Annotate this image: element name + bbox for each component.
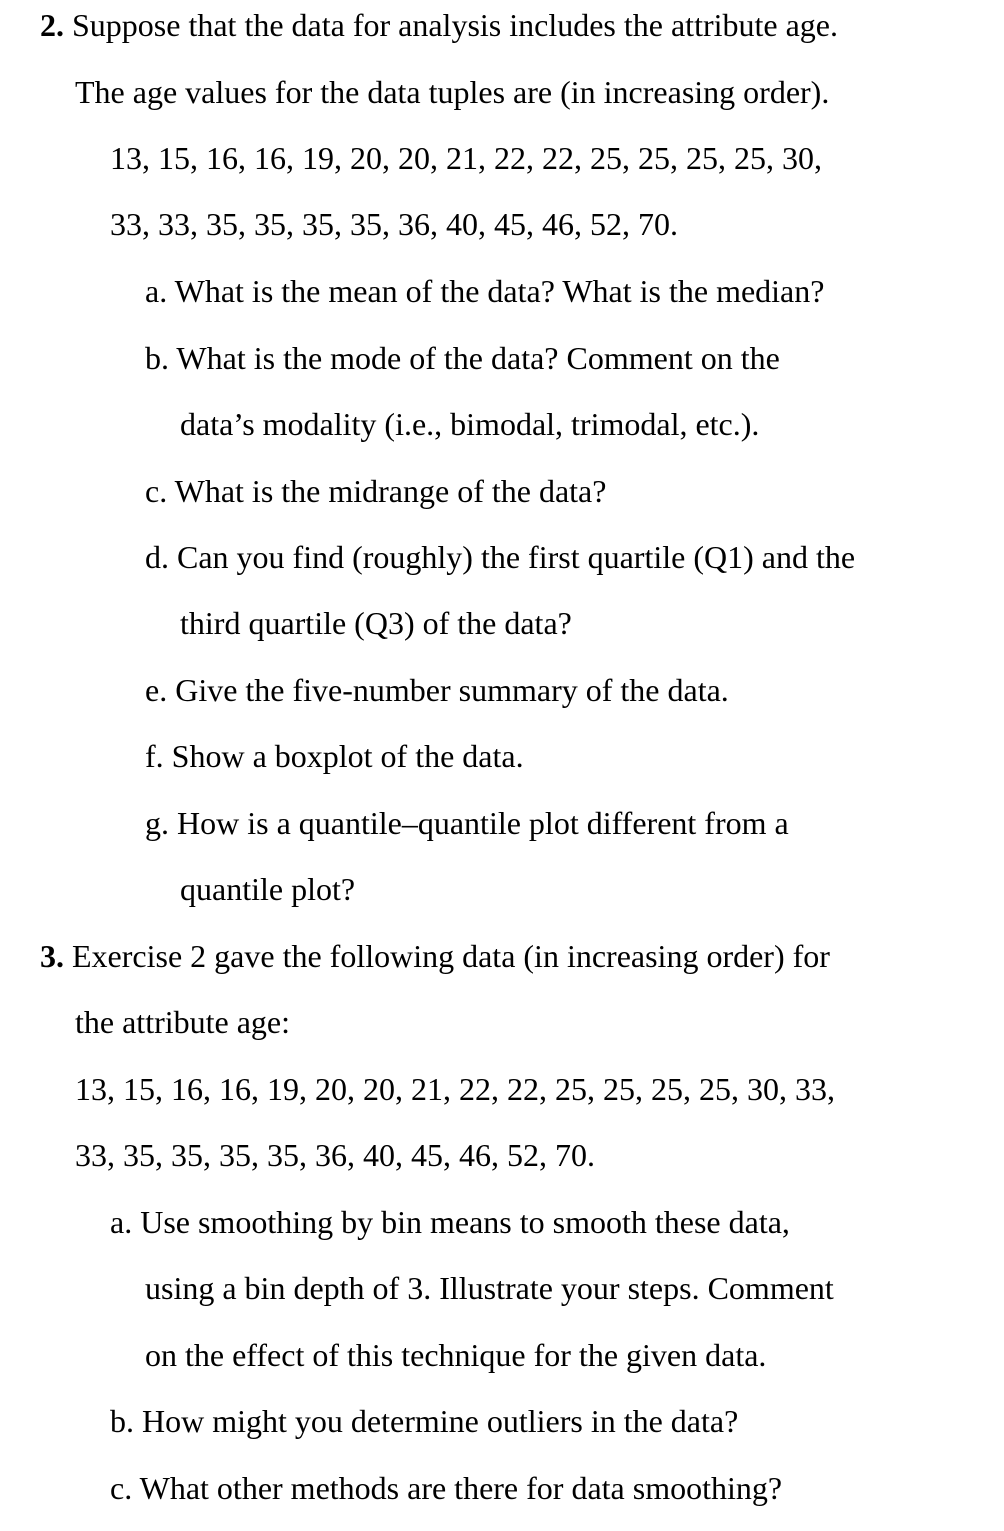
exercise-3-intro-text: Exercise 2 gave the following data (in increasing order) for bbox=[64, 938, 830, 974]
exercise-3-question-a-line-1: a. Use smoothing by bin means to smooth these data, bbox=[110, 1204, 790, 1240]
exercise-2-question-d-line-1: d. Can you find (roughly) the first quartile (Q1) and the bbox=[145, 539, 856, 575]
exercise-2-question-c: c. What is the midrange of the data? bbox=[145, 473, 607, 509]
exercise-2-data-line-1: 13, 15, 16, 16, 19, 20, 20, 21, 22, 22, 25, 25, 25, 25, 30, bbox=[110, 140, 822, 176]
exercise-3-number: 3. bbox=[40, 938, 64, 974]
exercise-3-question-b: b. How might you determine outliers in the data? bbox=[110, 1403, 739, 1439]
exercise-3-data-line-1: 13, 15, 16, 16, 19, 20, 20, 21, 22, 22, 25, 25, 25, 25, 30, 33, bbox=[75, 1071, 835, 1107]
exercise-2-question-e: e. Give the five-number summary of the data. bbox=[145, 672, 729, 708]
exercise-3-question-a-line-2: using a bin depth of 3. Illustrate your steps. Comment bbox=[145, 1270, 834, 1306]
exercise-2-question-b-line-1: b. What is the mode of the data? Comment on the bbox=[145, 340, 780, 376]
exercise-2-intro-line-1 bbox=[40, 5, 838, 45]
exercise-3-intro-line-2: the attribute age: bbox=[75, 1004, 291, 1040]
exercise-3-data-line-2: 33, 35, 35, 35, 35, 36, 40, 45, 46, 52, 70. bbox=[75, 1137, 595, 1173]
exercise-2-data-line-2: 33, 33, 35, 35, 35, 35, 36, 40, 45, 46, 52, 70. bbox=[110, 206, 678, 242]
exercise-2-question-g-line-2: quantile plot? bbox=[180, 871, 356, 907]
exercise-2-question-a: a. What is the mean of the data? What is the median? bbox=[145, 273, 825, 309]
exercise-2-question-d-line-2: third quartile (Q3) of the data? bbox=[180, 605, 572, 641]
exercise-2-intro-text: Suppose that the data for analysis includes the attribute age. bbox=[64, 7, 838, 43]
exercise-2-question-g-line-1: g. How is a quantile–quantile plot different from a bbox=[145, 805, 789, 841]
exercise-3-question-c: c. What other methods are there for data smoothing? bbox=[110, 1470, 783, 1506]
exercise-3-question-a-line-3: on the effect of this technique for the given data. bbox=[145, 1337, 767, 1373]
exercise-2-intro-line-2: The age values for the data tuples are (in increasing order). bbox=[75, 74, 830, 110]
exercise-2-number: 2. bbox=[40, 7, 64, 43]
exercise-2-question-f: f. Show a boxplot of the data. bbox=[145, 738, 524, 774]
exercise-3-intro-line-1 bbox=[40, 936, 830, 976]
exercise-2-question-b-line-2: data’s modality (i.e., bimodal, trimodal, etc.). bbox=[180, 406, 760, 442]
